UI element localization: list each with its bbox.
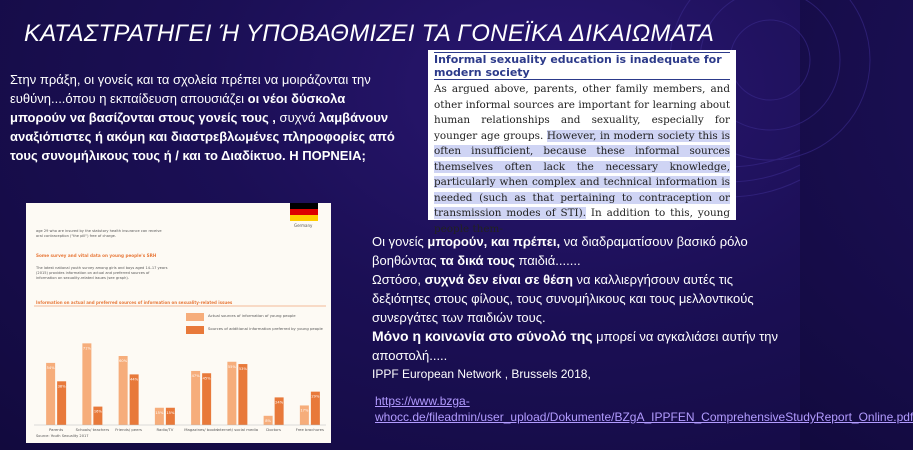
right-paragraph <box>372 232 782 384</box>
bar-label-0-1: 38% <box>57 384 66 389</box>
bar-2-1 <box>130 374 139 425</box>
category-label-5: Internet/ social media <box>216 427 259 432</box>
legend-swatch-0 <box>186 313 204 321</box>
excerpt-body: As argued above, parents, other family members, and other informal sources are important for learning about human relationships and sexuality, especially for younger age groups. However, in modern society this is often insufficient, because these informal sources themselves often lack the necessary knowledge, particularly when complex and technical information is needed (such as that pertaining to contraception or transmission modes of STI). In addition to this, young people them- <box>434 83 730 235</box>
bar-label-0-0: 54% <box>46 365 55 370</box>
country-label: Germany <box>294 223 313 228</box>
report-text-2: The latest national youth survey among girls and boys aged 14–17 years (2015) provides information on actual and preferred sources of information on sexuality-related issues (see graph). <box>36 266 168 280</box>
report-link[interactable]: https://www.bzga-whocc.de/fileadmin/user_upload/Dokumente/BZgA_IPPFEN_ComprehensiveStudyReport_Online.pdf <box>375 394 913 424</box>
report-subhead: Some survey and vital data on young people's SRH <box>36 253 157 258</box>
category-label-7: Free brochures <box>295 427 324 432</box>
category-label-0: Parents <box>49 427 64 432</box>
bar-label-6-1: 24% <box>275 400 284 405</box>
excerpt-highlight: However, in modern society this is often insufficient, because these informal sources themselves often lack the necessary knowledge, particularly when complex and technical information is needed (such as that pertaining to contraception or transmission modes of STI). <box>434 129 730 219</box>
bar-2-0 <box>119 356 128 425</box>
page-title: ΚΑΤΑΣΤΡΑΤΗΓΕΙ Ή ΥΠΟΒΑΘΜΙΖΕΙ ΤΑ ΓΟΝΕΪΚΑ ΔΙΚΑΙΩΜΑΤΑ <box>24 20 715 47</box>
bar-label-4-0: 47% <box>191 373 200 378</box>
bar-1-0 <box>82 343 91 425</box>
bar-label-2-0: 60% <box>119 359 128 363</box>
right-line-2: Ωστόσο, συχνά δεν είναι σε θέση να καλλιεργήσουν αυτές τις δεξιότητες στους φίλους, τους συνομήλικους και τους μελλοντικούς συνεργάτες των παιδιών τους. <box>372 272 754 325</box>
bar-4-0 <box>191 371 200 425</box>
chart-source: Source: Youth Sexuality 2017 <box>36 434 89 438</box>
category-label-6: Doctors <box>266 427 281 432</box>
legend-label-1: Sources of additional information preferred by young people <box>208 326 323 331</box>
category-label-3: Radio/TV <box>156 427 174 432</box>
bar-label-5-1: 53% <box>238 367 247 372</box>
bar-0-0 <box>46 363 55 425</box>
bar-label-3-0: 15% <box>155 410 164 415</box>
legend-swatch-1 <box>186 326 204 334</box>
bar-4-1 <box>202 373 211 425</box>
bar-label-7-0: 17% <box>300 408 309 413</box>
bar-5-1 <box>238 364 247 425</box>
source-citation: IPPF European Network , Brussels 2018, <box>372 367 591 381</box>
intro-paragraph: Στην πράξη, οι γονείς και τα σχολεία πρέπει να μοιράζονται την ευθύνη....όπου η εκπαίδευση απουσιάζει οι νέοι δύσκολα μπορούν να βασίζονται στους γονείς τους , συχνά λαμβάνουν αναξιόπιστες ή ακόμη και διαστρεβλωμένες πληροφορίες από τους συνομήλικους τους ή / και το Διαδίκτυο. Η ΠΟΡΝΕΙΑ; <box>10 72 395 163</box>
chart-title: Information on actual and preferred sources of information on sexuality-related issues <box>36 300 233 305</box>
bar-5-0 <box>227 362 236 425</box>
bar-label-3-1: 15% <box>166 410 175 415</box>
right-line-3: Μόνο η κοινωνία στο σύνολό της μπορεί να αγκαλιάσει αυτήν την αποστολή..... <box>372 328 779 363</box>
excerpt-heading: Informal sexuality education is inadequate for modern society <box>434 52 730 80</box>
sources-bar-chart <box>26 203 331 443</box>
category-label-4: Magazines/ books <box>184 427 219 432</box>
bar-label-4-1: 45% <box>202 376 211 381</box>
category-label-1: Schools/ teachers <box>75 427 110 432</box>
bar-label-1-1: 16% <box>93 409 102 414</box>
report-excerpt-image <box>428 50 736 235</box>
bar-label-7-1: 29% <box>311 394 320 399</box>
bar-label-2-1: 44% <box>130 377 139 382</box>
bar-label-6-0: 8% <box>265 418 271 423</box>
legend-label-0: Actual sources of information of young people <box>208 313 296 318</box>
report-page-image <box>26 203 331 443</box>
category-label-2: Friends/ peers <box>115 427 143 432</box>
bar-label-5-0: 55% <box>227 364 236 369</box>
report-text-1: age 29 who are insured by the statutory health insurance can receive oral contraception ("the pill") free of charge. <box>36 229 162 238</box>
right-line-1: Οι γονείς μπορούν, και πρέπει, να διαδραματίσουν βασικό ρόλο βοηθώντας τα δικά τους παιδιά....... <box>372 234 748 268</box>
bar-label-1-0: 71% <box>82 346 91 351</box>
